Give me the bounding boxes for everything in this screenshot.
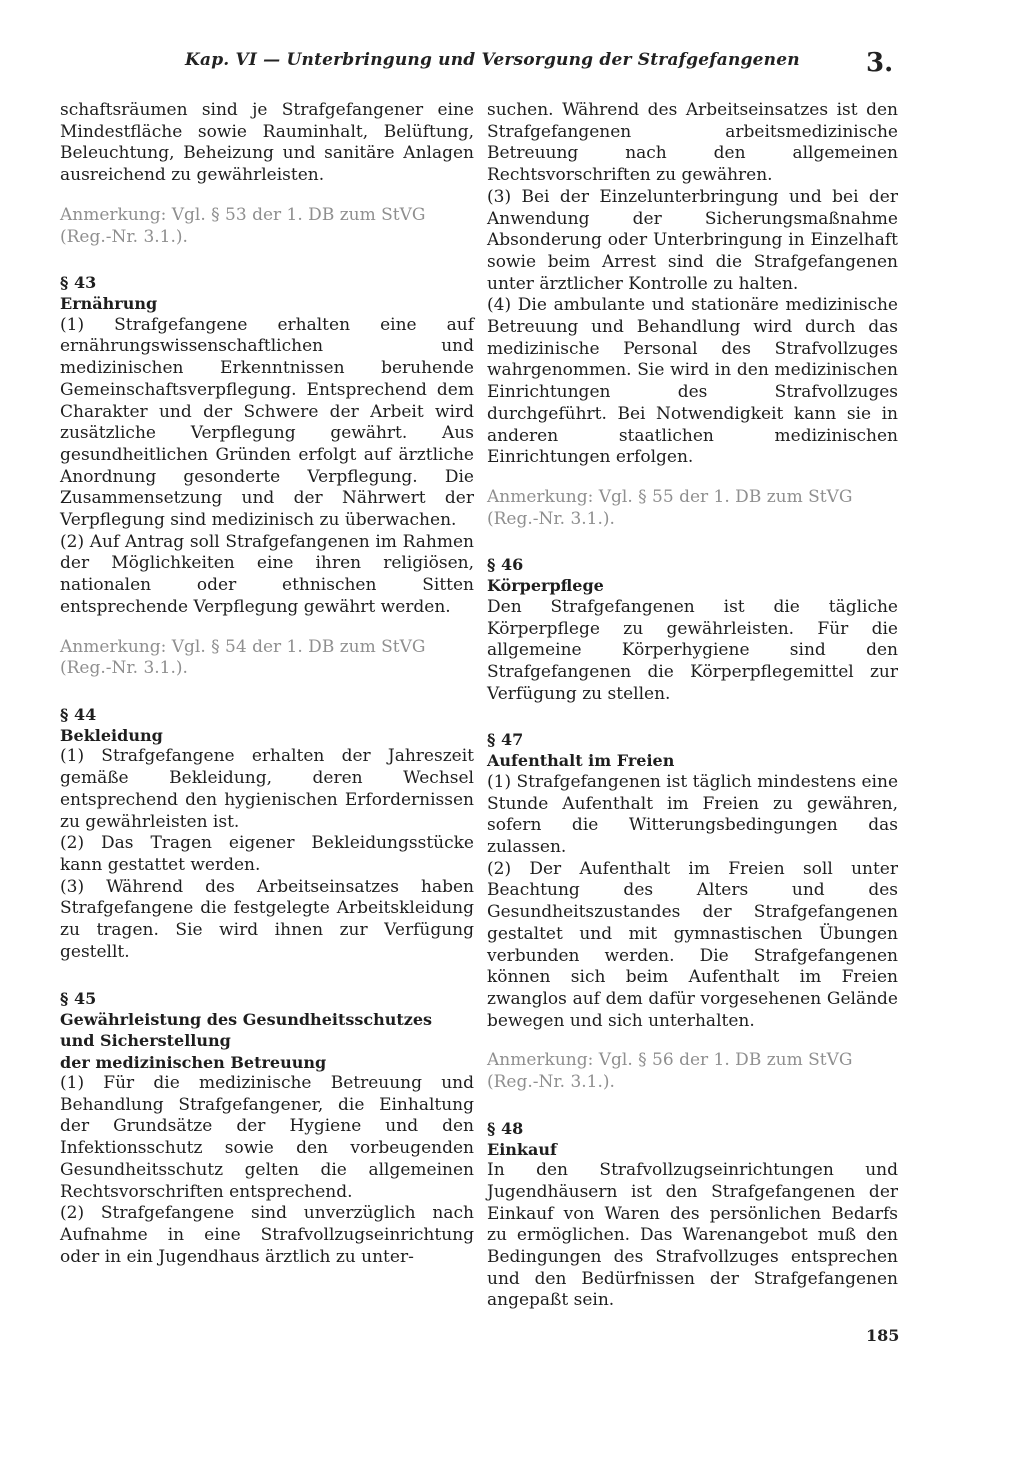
section-title: Gewährleistung des Gesundheitsschutzes <box>60 1009 433 1029</box>
annotation-note: Anmerkung: Vgl. § 55 der 1. DB zum StVG (Reg.-Nr. 3.1.). <box>487 486 853 529</box>
running-header: Kap. VI — Unterbringung und Versorgung der Strafgefangenen <box>185 50 800 70</box>
annotation-note: Anmerkung: Vgl. § 56 der 1. DB zum StVG (Reg.-Nr. 3.1.). <box>487 1050 853 1093</box>
section-number: § 45 <box>60 988 97 1008</box>
paragraph: (1) Strafgefangene erhalten eine auf ernährungswissenschaftlichen und medizinischen Erkenntnissen beruhende Gemeinschaftsverpflegung. Entsprechend dem Charakter und der Schwere der Arbeit wird zusätzliche Verpflegung gewährt. Aus gesundheitlichen Gründen erfolgt auf ärztliche Anordnung gesonderte Verpflegung. Die Zusammensetzung und der Nährwert der Verpflegung sind medizinisch zu überwachen. <box>60 314 474 531</box>
paragraph: (3) Bei der Einzelunterbringung und bei der Anwendung der Sicherungsmaßnahme Absonderung oder Unterbringung in Einzelhaft sowie beim Arrest sind die Strafgefangenen unter ärztlicher Kontrolle zu halten. <box>487 186 898 294</box>
section-number: § 46 <box>487 555 524 575</box>
section-title: Ernährung <box>60 294 158 314</box>
right-column <box>487 100 898 1312</box>
section-number: § 48 <box>487 1118 524 1138</box>
paragraph: suchen. Während des Arbeitseinsatzes ist den Strafgefangenen arbeitsmedizinische Betreuung nach den allgemeinen Rechtsvorschriften zu gewähren. <box>487 100 898 186</box>
paragraph: (2) Der Aufenthalt im Freien soll unter Beachtung des Alters und des Gesundheitszustandes der Strafgefangenen gestaltet und mit gymnastischen Übungen verbunden werden. Die Strafgefangenen können sich beim Aufenthalt im Freien zwanglos auf dem dafür vorgesehenen Gelände bewegen und sich unterhalten. <box>487 858 898 1031</box>
paragraph: (3) Während des Arbeitseinsatzes haben Strafgefangene die festgelegte Arbeitskleidung zu tragen. Sie wird ihnen zur Verfügung gestellt. <box>60 876 474 962</box>
section-title: Bekleidung <box>60 725 163 745</box>
paragraph: In den Strafvollzugseinrichtungen und Jugendhäusern ist den Strafgefangenen der Einkauf von Waren des persönlichen Bedarfs zu ermöglichen. Das Warenangebot muß den Bedingungen des Strafvollzuges entsprechen und den Bedürfnissen der Strafgefangenen angepaßt sein. <box>487 1160 898 1311</box>
annotation-note: Anmerkung: Vgl. § 54 der 1. DB zum StVG (Reg.-Nr. 3.1.). <box>60 636 426 679</box>
section-title: Einkauf <box>487 1139 557 1159</box>
section-title: und Sicherstellung <box>60 1031 231 1050</box>
section-title: der medizinischen Betreuung <box>60 1052 327 1072</box>
page-number: 185 <box>866 1326 900 1345</box>
chapter-number: 3. <box>866 48 894 78</box>
paragraph: (2) Strafgefangene sind unverzüglich nach Aufnahme in eine Strafvollzugseinrichtung oder in ein Jugendhaus ärztlich zu unter- <box>60 1203 474 1267</box>
section-number: § 47 <box>487 730 524 750</box>
annotation-note: Anmerkung: Vgl. § 53 der 1. DB zum StVG (Reg.-Nr. 3.1.). <box>60 204 426 247</box>
section-number: § 44 <box>60 704 97 724</box>
paragraph: (4) Die ambulante und stationäre medizinische Betreuung und Behandlung wird durch das medizinische Personal des Strafvollzuges wahrgenommen. Sie wird in den medizinischen Einrichtungen des Strafvollzuges durchgeführt. Bei Notwendigkeit kann sie in anderen staatlichen medizinischen Einrichtungen erfolgen. <box>487 295 898 468</box>
section-title: Körperpflege <box>487 576 604 596</box>
paragraph: (1) Für die medizinische Betreuung und Behandlung Strafgefangener, die Einhaltung der Grundsätze der Hygiene und den Infektionsschutz sowie den vorbeugenden Gesundheitsschutz gelten die allgemeinen Rechtsvorschriften entsprechend. <box>60 1073 474 1202</box>
paragraph: (2) Auf Antrag soll Strafgefangenen im Rahmen der Möglichkeiten eine ihren religiösen, nationalen oder ethnischen Sitten entsprechende Verpflegung gewährt werden. <box>60 531 474 617</box>
intro-paragraph: schaftsräumen sind je Strafgefangener eine Mindestfläche sowie Rauminhalt, Belüftung, Beleuchtung, Beheizung und sanitäre Anlagen ausreichend zu gewährleisten. <box>60 100 474 186</box>
section-number: § 43 <box>60 273 97 293</box>
paragraph: (2) Das Tragen eigener Bekleidungsstücke kann gestattet werden. <box>60 833 474 875</box>
section-title: Aufenthalt im Freien <box>487 751 675 771</box>
paragraph: (1) Strafgefangene erhalten der Jahreszeit gemäße Bekleidung, deren Wechsel entsprechend den hygienischen Erfordernissen zu gewährleisten ist. <box>60 746 474 832</box>
paragraph: (1) Strafgefangenen ist täglich mindestens eine Stunde Aufenthalt im Freien zu gewähren, sofern die Witterungsbedingungen das zulassen. <box>487 771 898 857</box>
paragraph: Den Strafgefangenen ist die tägliche Körperpflege zu gewährleisten. Für die allgemeine Körperhygiene sind den Strafgefangenen die Körperpflegemittel zur Verfügung zu stellen. <box>487 596 898 704</box>
left-column <box>60 100 474 1268</box>
